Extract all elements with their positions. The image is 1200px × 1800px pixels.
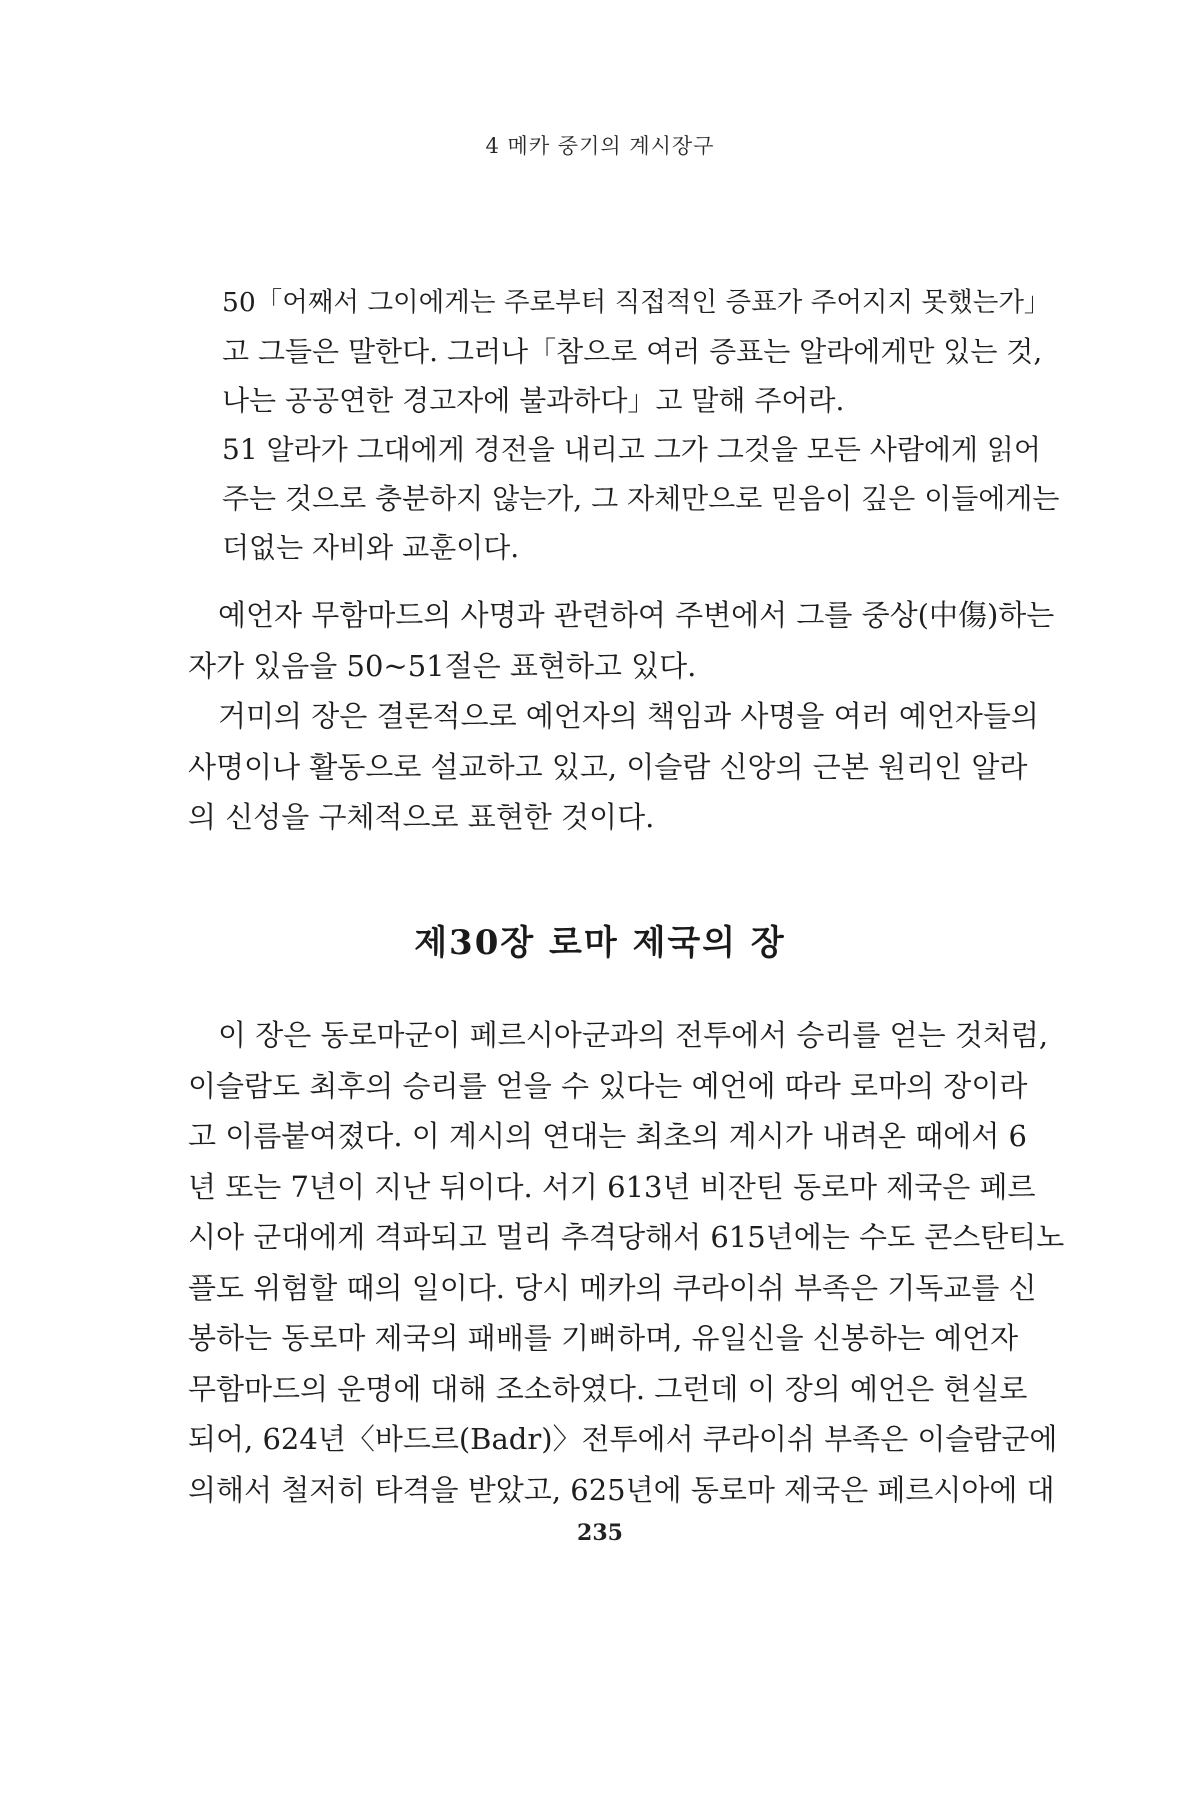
intro-line: 의해서 철저히 타격을 받았고, 625년에 동로마 제국은 페르시아에 대 — [188, 1472, 1055, 1507]
commentary-line: 거미의 장은 결론적으로 예언자의 책임과 사명을 여러 예언자들의 — [218, 699, 1039, 733]
verse-line: 50「어째서 그이에게는 주로부터 직접적인 증표가 주어지지 못했는가」 — [222, 287, 1051, 318]
commentary-line: 사명이나 활동으로 설교하고 있고, 이슬람 신앙의 근본 원리인 알라 — [188, 749, 1028, 784]
intro-line: 고 이름붙여졌다. 이 계시의 연대는 최초의 계시가 내려온 때에서 6 — [188, 1119, 1027, 1153]
commentary-line: 자가 있음을 50~51절은 표현하고 있다. — [188, 648, 697, 683]
commentary-paragraphs — [188, 590, 1064, 843]
intro-line: 이 장은 동로마군이 페르시아군과의 전투에서 승리를 얻는 것처럼, — [218, 1018, 1049, 1052]
intro-line: 시아 군대에게 격파되고 멀리 추격당해서 615년에는 수도 콘스탄티노 — [188, 1220, 1065, 1254]
intro-line: 무함마드의 운명에 대해 조소하였다. 그런데 이 장의 예언은 현실로 — [188, 1371, 1028, 1406]
intro-line: 이슬람도 최후의 승리를 얻을 수 있다는 예언에 따라 로마의 장이라 — [188, 1068, 1028, 1103]
intro-line: 년 또는 7년이 지난 뒤이다. 서기 613년 비잔틴 동로마 제국은 페르 — [188, 1169, 1036, 1204]
verse-line: 51 알라가 그대에게 경전을 내리고 그가 그것을 모든 사람에게 읽어 — [222, 433, 1041, 466]
verse-line: 더없는 자비와 교훈이다. — [222, 531, 520, 564]
verse-line: 주는 것으로 충분하지 않는가, 그 자체만으로 믿음이 깊은 이들에게는 — [222, 482, 1060, 515]
intro-line: 봉하는 동로마 제국의 패배를 기뻐하며, 유일신을 신봉하는 예언자 — [188, 1321, 1019, 1355]
page-number: 235 — [577, 1520, 623, 1546]
verse-line: 나는 공공연한 경고자에 불과하다」고 말해 주어라. — [222, 384, 845, 417]
intro-line: 플도 위험할 때의 일이다. 당시 메카의 쿠라이쉬 부족은 기독교를 신 — [188, 1270, 1037, 1305]
intro-line: 되어, 624년〈바드르(Badr)〉전투에서 쿠라이쉬 부족은 이슬람군에 — [188, 1422, 1058, 1456]
running-header: 4 메카 중기의 계시장구 — [485, 134, 715, 158]
chapter-heading: 제30장 로마 제국의 장 — [414, 923, 786, 963]
verse-line: 고 그들은 말한다. 그러나「참으로 여러 증표는 알라에게만 있는 것, — [222, 335, 1043, 368]
commentary-line: 예언자 무함마드의 사명과 관련하여 주변에서 그를 중상(中傷)하는 — [218, 598, 1055, 632]
chapter-intro-paragraph — [188, 1010, 1064, 1515]
commentary-line: 의 신성을 구체적으로 표현한 것이다. — [188, 800, 655, 834]
verse-block — [222, 278, 1062, 572]
